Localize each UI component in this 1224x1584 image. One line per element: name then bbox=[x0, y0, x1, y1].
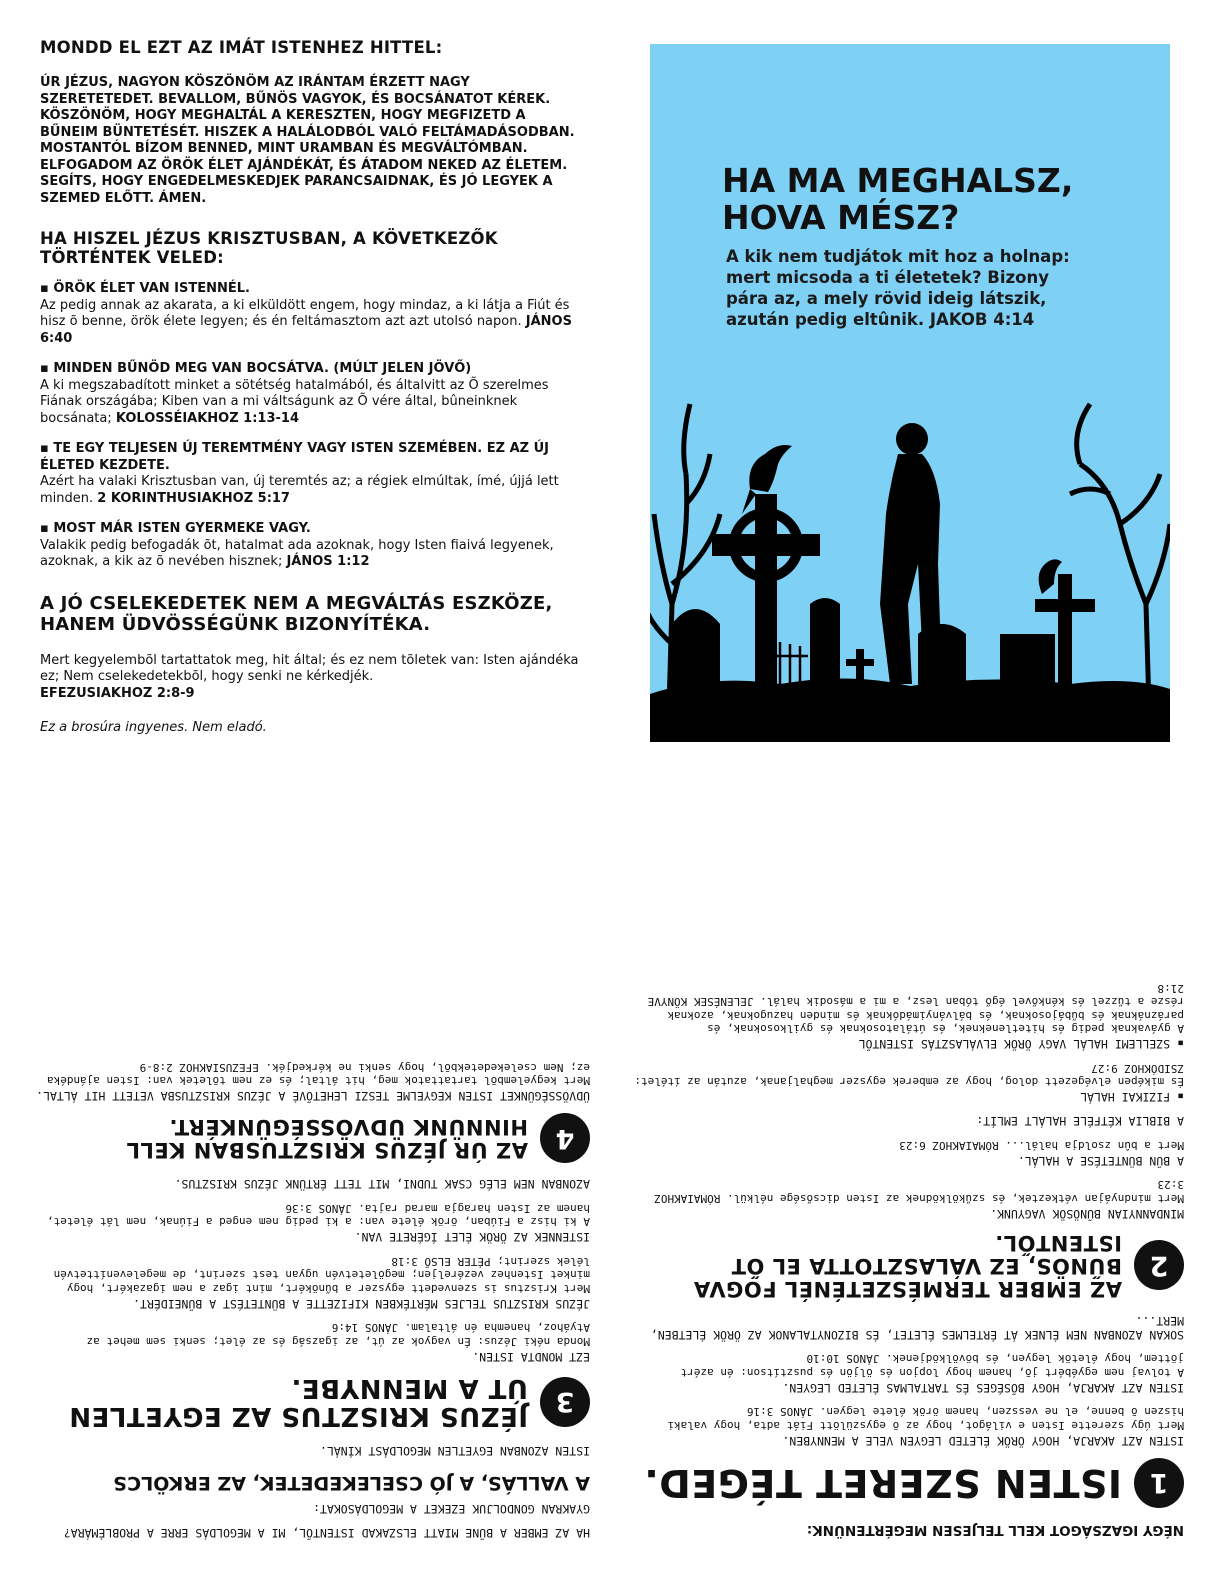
step-lead: AZONBAN NEM ELÉG CSAK TUDNI, MIT TETT ÉRTÜNK JÉZUS KRISZTUS. bbox=[174, 1177, 590, 1192]
step-title: ISTEN SZERET TÉGED. bbox=[643, 1461, 1122, 1505]
step-body: Mert mindnyájan vétkeztek, és szűkölködnek az Isten dicsősége nélkül. RÓMAIAKHOZ 3:23 bbox=[654, 1178, 1184, 1205]
step-lead: ISTEN AZT AKARJA, HOGY ÖRÖK ÉLETED LEGYEN VELE A MENNYBEN. bbox=[782, 1434, 1184, 1448]
step-lead: ÜDVÖSSÉGÜNKET ISTEN KEGYELME TESZI LEHETŐVÉ A JÉZUS KRISZTUSBA VETETT HIT ÁLTAL. bbox=[36, 1089, 590, 1104]
believe-item-body: A ki megszabadított minket a sötétség hatalmából, és általvitt az Õ szerelmes Fiának országába; Kiben van a mi váltságunk az Õ vére által, bûneinknek bocsánata; bbox=[40, 377, 549, 426]
free-note: Ez a brosúra ingyenes. Nem eladó. bbox=[40, 720, 267, 735]
step-title: AZ EMBER TERMÉSZETÉNÉL FOGVA BŰNÖS, EZ VÁLASZTOTTA EL ŐT ISTENTŐL. bbox=[693, 1231, 1122, 1301]
step-2 bbox=[628, 1231, 1184, 1300]
step-title: AZ ÚR JÉZUS KRISZTUSBAN KELL HINNÜNK ÜDVÖSSÉGÜNKÉRT. bbox=[126, 1115, 528, 1163]
step-lead: ISTENNEK AZ ÖRÖK ÉLET ÍGÉRETE VAN. bbox=[354, 1230, 590, 1245]
step-lead: ISTEN AZT AKARJA, HOGY BŐSÉGES ÉS TARTALMAS ÉLETED LEGYEN. bbox=[782, 1381, 1184, 1395]
cover-verse-text: A kik nem tudjátok mit hoz a holnap: mert micsoda a ti életetek? Bizony pára az, a mely rövid ideig látszik, azután pedig eltûnik. bbox=[726, 247, 1070, 329]
intro-text: NÉGY IGAZSÁGOT KELL TELJESEN MEGÉRTENÜNK: bbox=[806, 1522, 1184, 1538]
step-body: A ki hisz a Fiúban, örök élete van: a ki pedig nem enged a Fiúnak, nem lát életet, hanem az Isten haragja marad rajta. JÁNOS 3:36 bbox=[46, 1202, 590, 1229]
step-lead: JÉZUS KRISZTUS TELJES MÉRTÉKBEN KIFIZETTE A BÜNTETÉST A BŰNEIDÉRT. bbox=[133, 1297, 590, 1311]
cover-title bbox=[722, 162, 1142, 236]
cover-verse-ref: JAKOB 4:14 bbox=[929, 310, 1035, 329]
step-body: Mert úgy szerette Isten e világot, hogy az õ egyszülött Fiát adta, hogy valaki hiszen õ benne, el ne vesszen, hanem örök élete legyen. JÁNOS 3:16 bbox=[667, 1405, 1184, 1432]
believe-item bbox=[40, 281, 580, 347]
believe-item-body: Az pedig annak az akarata, a ki elküldött engem, hogy mindaz, a ki látja a Fiút és hisz õ benne, örök élete legyen; és én feltámasztom azt azt utolsó napon. bbox=[40, 297, 570, 329]
step-lead: EZT MONDTA ISTEN. bbox=[472, 1350, 590, 1364]
believe-item-ref: KOLOSSÉIAKHOZ 1:13-14 bbox=[115, 410, 300, 426]
step-3 bbox=[30, 1374, 590, 1430]
step-number-badge: 4 bbox=[540, 1114, 590, 1164]
cover-title-line: HA MA MEGHALSZ, bbox=[722, 161, 1074, 200]
believe-item-title: ▪ TE EGY TELJESEN ÚJ TEREMTMÉNY VAGY ISTEN SZEMÉBEN. EZ AZ ÚJ ÉLETED KEZDETE. bbox=[40, 441, 549, 473]
works-verse bbox=[40, 653, 580, 703]
step-lead: A BŰN BÜNTETÉSE A HALÁL. bbox=[1017, 1154, 1184, 1168]
cover-panel bbox=[650, 44, 1170, 742]
believe-heading: HA HISZEL JÉZUS KRISZTUSBAN, A KÖVETKEZŐK TÖRTÉNTEK VELED: bbox=[40, 229, 498, 267]
step-lead: ▪ SZELLEMI HALÁL VAGY ÖRÖK ELVÁLASZTÁS ISTENTŐL bbox=[858, 1037, 1184, 1052]
common-solutions: A VALLÁS, A JÓ CSELEKEDETEK, AZ ERKÖLCS bbox=[113, 1472, 590, 1494]
believe-item-body: Azért ha valaki Krisztusban van, új teremtés az; a régiek elmúltak, ímé, újjá lett minden. bbox=[40, 474, 559, 506]
believe-item-ref: JÁNOS 6:40 bbox=[40, 314, 572, 346]
step-body: Mert kegyelembõl tartattatok meg, hit által; és ez nem tõletek van: Isten ajándéka ez; Nem cselekedetekbõl, hogy senki ne kérkedjék. EFEZUSIAKHOZ 2:8-9 bbox=[46, 1061, 590, 1088]
believe-item-ref: JÁNOS 1:12 bbox=[286, 554, 370, 569]
works-heading: A JÓ CSELEKEDETEK NEM A MEGVÁLTÁS ESZKÖZE, HANEM ÜDVÖSSÉGÜNK BIZONYÍTÉKA. bbox=[40, 592, 553, 635]
believe-item-body: Valakik pedig befogadák õt, hatalmat ada azoknak, hogy Isten fiaivá legyenek, azoknak, a kik az õ nevében hisznek; bbox=[40, 537, 554, 569]
believe-item bbox=[40, 521, 580, 571]
believe-item-title: ▪ ÖRÖK ÉLET VAN ISTENNÉL. bbox=[40, 281, 250, 296]
step-body: És miképen elvégezett dolog, hogy az emberek egyszer meghaljanak, azután az ítélet: ZSIDÓKHOZ 9:27 bbox=[634, 1062, 1184, 1089]
step-title: JÉZUS KRISZTUS AZ EGYETLEN ÚT A MENNYBE. bbox=[68, 1373, 528, 1431]
step-body: Mert Krisztus is szenvedett egyszer a bűnökért, mint igaz a nem igazakért, hogy minket Istenhez vezéreljen; megöletetvén ugyan test szerint, de megeleveníttetvén lélek szerint; PÉTER ELSŐ 3:18 bbox=[53, 1255, 590, 1295]
cover-title-line: HOVA MÉSZ? bbox=[722, 198, 960, 237]
step-lead: A BIBLIA KÉTFÉLE HALÁLT EMLÍT: bbox=[976, 1114, 1184, 1129]
solution-panel bbox=[30, 828, 590, 1540]
believe-item-title: ▪ MOST MÁR ISTEN GYERMEKE VAGY. bbox=[40, 521, 311, 536]
step-4 bbox=[30, 1114, 590, 1164]
cover-verse bbox=[726, 246, 1086, 330]
prayer-heading: MONDD EL EZT AZ IMÁT ISTENHEZ HITTEL: bbox=[40, 38, 443, 57]
question-text: ISTEN AZONBAN EGYETLEN MEGOLDÁST KÍNÁL. bbox=[319, 1444, 590, 1458]
step-lead: MINDANNYIAN BŰNÖSÖK VAGYUNK. bbox=[990, 1207, 1184, 1221]
prayer-panel bbox=[40, 38, 580, 735]
truths-panel bbox=[628, 848, 1184, 1538]
believe-item-ref: 2 KORINTHUSIAKHOZ 5:17 bbox=[97, 490, 290, 506]
believe-item-title: ▪ MINDEN BŰNÖD MEG VAN BOCSÁTVA. (MÚLT JELEN JÖVŐ) bbox=[40, 361, 472, 376]
graveyard-illustration bbox=[650, 44, 1170, 742]
step-body: A gyávaknak pedig és hitetleneknek, és útálatosoknak és gyilkosoknak, és paráznáknak és bűbájosoknak, és bálványimádóknak és minden hazugoknak, azoknak része a tűzzel és kénkővel égő tóban lesz, a mi a második halál. JELENÉSEK KÖNYVE 21:8 bbox=[647, 982, 1184, 1036]
step-lead: ▪ FIZIKAI HALÁL bbox=[1080, 1090, 1184, 1105]
works-ref: EFEZUSIAKHOZ 2:8-9 bbox=[40, 685, 195, 701]
step-body: A tolvaj nem egyébért jõ, hanem hogy lopjon és öljön és pusztítson: én azért jöttem, hogy életök legyen, és bövölködjenek. JÁNOS 10:10 bbox=[680, 1352, 1184, 1379]
step-number-badge: 3 bbox=[540, 1377, 590, 1427]
believe-item bbox=[40, 361, 580, 427]
step-body: Mert a bûn zsoldja halál... RÓMAIAKHOZ 6:23 bbox=[899, 1139, 1184, 1152]
works-body: Mert kegyelembõl tartattatok meg, hit által; és ez nem tõletek van: Isten ajándéka ez; Nem cselekedetekbõl, hogy senki ne kérkedjék. bbox=[40, 652, 579, 684]
step-lead: SOKAN AZONBAN NEM ÉLNEK ÁT ÉRTELMES ÉLETET, ÉS BIZONYTALANOK AZ ÖRÖK ÉLETBEN, MERT... bbox=[650, 1314, 1184, 1342]
step-number-badge: 2 bbox=[1134, 1241, 1184, 1291]
question-text: GYAKRAN GONDOLJUK EZEKET A MEGOLDÁSOKAT: bbox=[313, 1502, 590, 1516]
step-body: Monda néki Jézus: Én vagyok az út, az igazság és az élet; senki sem mehet az Atyához, hanemha én általam. JÁNOS 14:6 bbox=[86, 1321, 590, 1348]
step-1 bbox=[628, 1458, 1184, 1508]
believe-item bbox=[40, 441, 580, 507]
step-number-badge: 1 bbox=[1134, 1458, 1184, 1508]
prayer-text: ÚR JÉZUS, NAGYON KÖSZÖNÖM AZ IRÁNTAM ÉRZETT NAGY SZERETETEDET. BEVALLOM, BŰNÖS VAGYOK, ÉS BOCSÁNATOT KÉREK. KÖSZÖNÖM, HOGY MEGHALTÁL A KERESZTEN, HOGY MEGFIZETD A BŰNEIM BÜNTETÉSÉT. HISZEK A HALÁLODBÓL VALÓ FELTÁMADÁSODBAN. MOSTANTÓL BÍZOM BENNED, MINT URAMBAN ÉS MEGVÁLTÓMBAN. ELFOGADOM AZ ÖRÖK ÉLET AJÁNDÉKÁT, ÉS ÁTADOM NEKED AZ ÉLETEM. SEGÍTS, HOGY ENGEDELMESKEDJEK PARANCSAIDNAK, ÉS JÓ LEGYEK A SZEMED ELŐTT. ÁMEN. bbox=[40, 75, 575, 206]
question-text: HA AZ EMBER A BŰNE MIATT ELSZAKAD ISTENTŐL, MI A MEGOLDÁS ERRE A PROBLÉMÁRA? bbox=[63, 1526, 590, 1540]
